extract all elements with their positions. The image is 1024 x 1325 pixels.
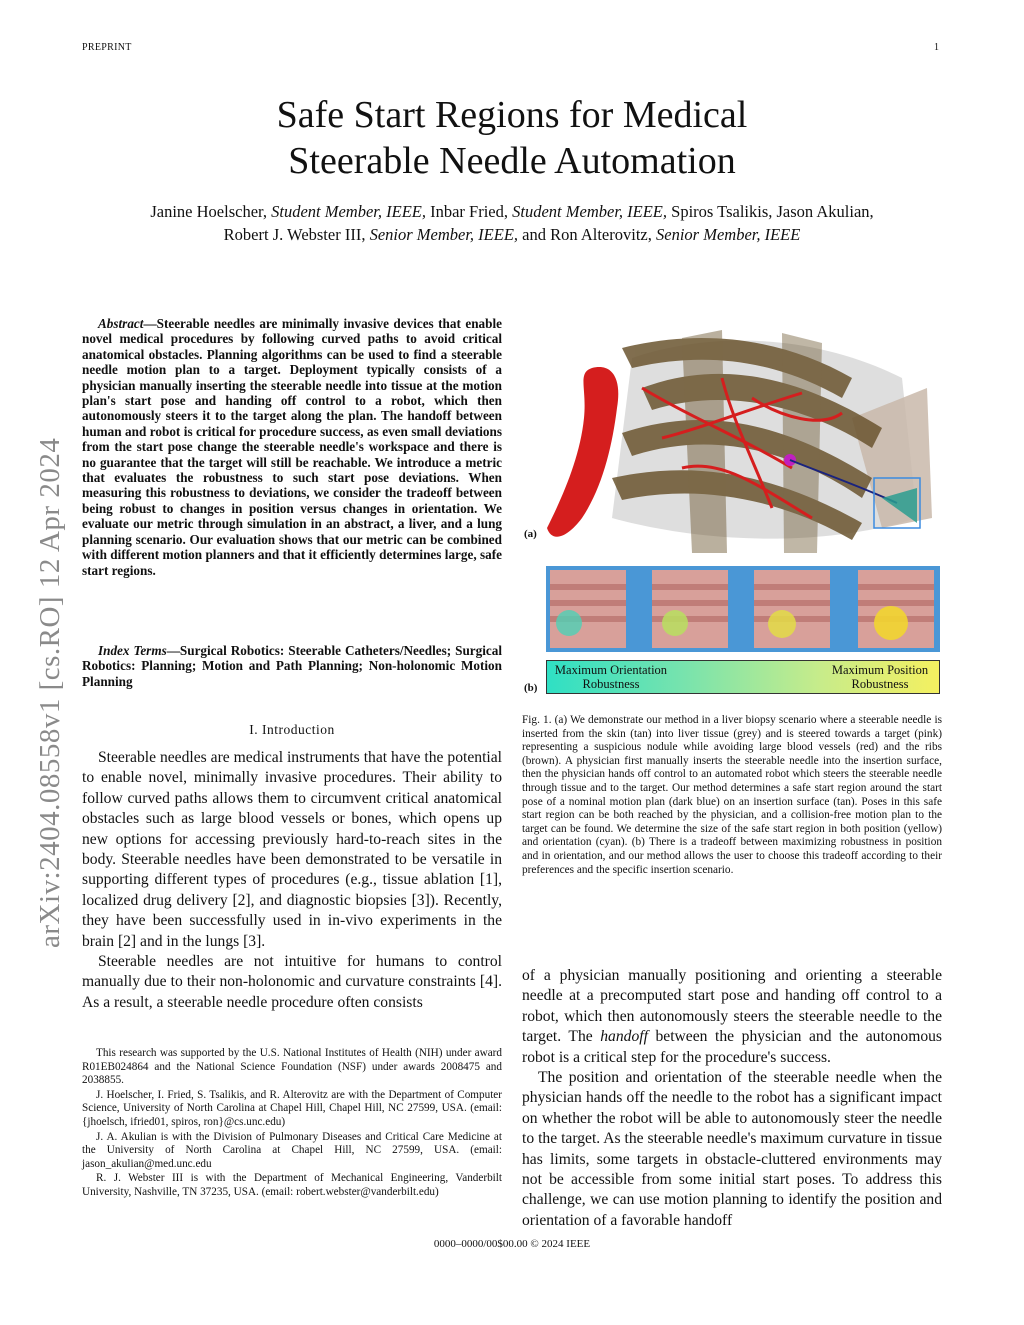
thumbnail-4 [858,570,934,648]
intro-text [82,748,502,1013]
intro-paragraph-1: Steerable needles are medical instruments that have the potential to enable novel, minimally invasive procedures. Their ability to follow curved paths allows them to circumvent critical anatomical obstacles such as large blood vessels or bones, which opens up new options for accessing previously hard-to-reach sites in the body. Steerable needles have been demonstrated to be versatile in supporting different types of procedures (e.g., tissue ablation [1], localized drug delivery [2], and diagnostic biopsies [3]). Recently, they have been successfully used in in-vivo experiments in the brain [2] and in the lungs [3]. [82,749,502,950]
arxiv-stamp: arXiv:2404.08558v1 [cs.RO] 12 Apr 2024 [34,437,66,948]
gradient-label-left: Maximum Orientation Robustness [554,663,668,691]
figure-label-a: (a) [524,528,537,540]
author-list: Janine Hoelscher, Student Member, IEEE, Inbar Fried, Student Member, IEEE, Spiros Tsalikis, Jason Akulian, Robert J. Webster III, Senior Member, IEEE, and Ron Alterovitz, Senior Member, IEEE [150,202,874,244]
gradient-label-right: Maximum Position Robustness [831,663,929,691]
index-terms: Index Terms—Surgical Robotics: Steerable Catheters/Needles; Surgical Robotics: Planning; Motion and Path Planning; Non-holonomic Motion Planning [82,643,503,689]
col2-paragraph-2: The position and orientation of the steerable needle when the physician hands off the needle to the robot has a significant impact on whether the robot will be able to autonomously steer the needle to the target. As the steerable needle's maximum curvature in tissue has limits, some targets in obstacle-cluttered environments may not be accessible from some initial start poses. To address this challenge, we can use motion planning to identify the position and orientation of a favorable handoff [522,1069,942,1229]
robustness-gradient-bar [546,660,940,694]
paper-title: Safe Start Regions for Medical Steerable Needle Automation [276,94,748,182]
thumbnail-3 [754,570,830,648]
column-2-text [522,966,942,1231]
figure-caption: Fig. 1. (a) We demonstrate our method in a liver biopsy scenario where a steerable needle is inserted from the skin (tan) into liver tissue (grey) and is steered towards a target (pink) representing a suspicious nodule while avoiding large blood vessels (red) and the ribs (brown). A physician first manually inserts the steerable needle into the insertion surface, then the physician hands off control to an automated robot which steers the steerable needle through tissue and to the target. Our method determines a safe start region around the start pose of a nominal motion plan (dark blue) on an insertion surface (tan). Poses in this safe start region can be both reached by the physician, and a collision-free motion plan to the target can be found. We determine the size of the safe start region in both position (yellow) and orientation (cyan). (b) There is a tradeoff between maximizing robustness in position and in orientation, and our method allows the user to choose this tradeoff according to their preferences and the specific insertion scenario. [522,714,942,876]
copyright-footer: 0000–0000/00$00.00 © 2024 IEEE [433,1238,591,1250]
page-number: 1 [934,42,939,53]
figure-label-b: (b) [524,682,538,694]
figure-liver-render [522,318,942,553]
col2-paragraph-1: of a physician manually positioning and orienting a steerable needle at a precomputed start pose and handing off control to a robot, which then autonomously steers the steerable needle to the target. The handoff between the physician and the autonomous robot is a critical step for the procedure's success. [522,967,942,1066]
section-heading: I. Introduction [249,722,335,737]
thumbnail-2 [652,570,728,648]
figure-thumbnail-strip [546,566,940,652]
thumbnail-1 [550,570,626,648]
running-header: PREPRINT [82,42,132,53]
footnotes: This research was supported by the U.S. National Institutes of Health (NIH) under award R01EB024864 and the National Science Foundation (NSF) under awards 2008475 and 2038855. J. Hoelscher, I. Fried, S. Tsalikis, and R. Alterovitz are with the Department of Computer Science, University of North Carolina at Chapel Hill, Chapel Hill, NC 27599, USA. (email: {jhoelsch, ifried01, spiros, ron}@cs.unc.edu) J. A. Akulian is with the Division of Pulmonary Diseases and Critical Care Medicine at the University of North Carolina at Chapel Hill, NC 27599, USA. (email: jason_akulian@med.unc.edu R. J. Webster III is with the Department of Mechanical Engineering, Vanderbilt University, Nashville, TN 37235, USA. (email: robert.webster@vanderbilt.edu) [82,1047,502,1198]
intro-paragraph-2: Steerable needles are not intuitive for humans to control manually due to their non-holonomic and curvature constraints [4]. As a result, a steerable needle procedure often consists [82,953,502,1011]
abstract: Abstract—Steerable needles are minimally invasive devices that enable novel medical procedures by following curved paths to avoid critical anatomical obstacles. Planning algorithms can be used to find a steerable needle motion plan to a target. Deployment typically consists of a physician manually inserting the steerable needle into tissue at the motion plan's start pose and handing off control to a robot, which then autonomously steers it to the target along the plan. The handoff between human and robot is critical for procedure success, as even small deviations from the start pose change the steerable needle's workspace and there is no guarantee that the target will still be reachable. We introduce a metric that evaluates the robustness to such start pose deviations. When measuring this robustness to deviations, we consider the tradeoff between being robust to changes in position versus changes in orientation. We evaluate our metric through simulation in an abstract, a liver, and a lung planning scenario. Our evaluation shows that our metric can be combined with different motion planners and that it efficiently determines large, safe start regions. [82,316,502,578]
